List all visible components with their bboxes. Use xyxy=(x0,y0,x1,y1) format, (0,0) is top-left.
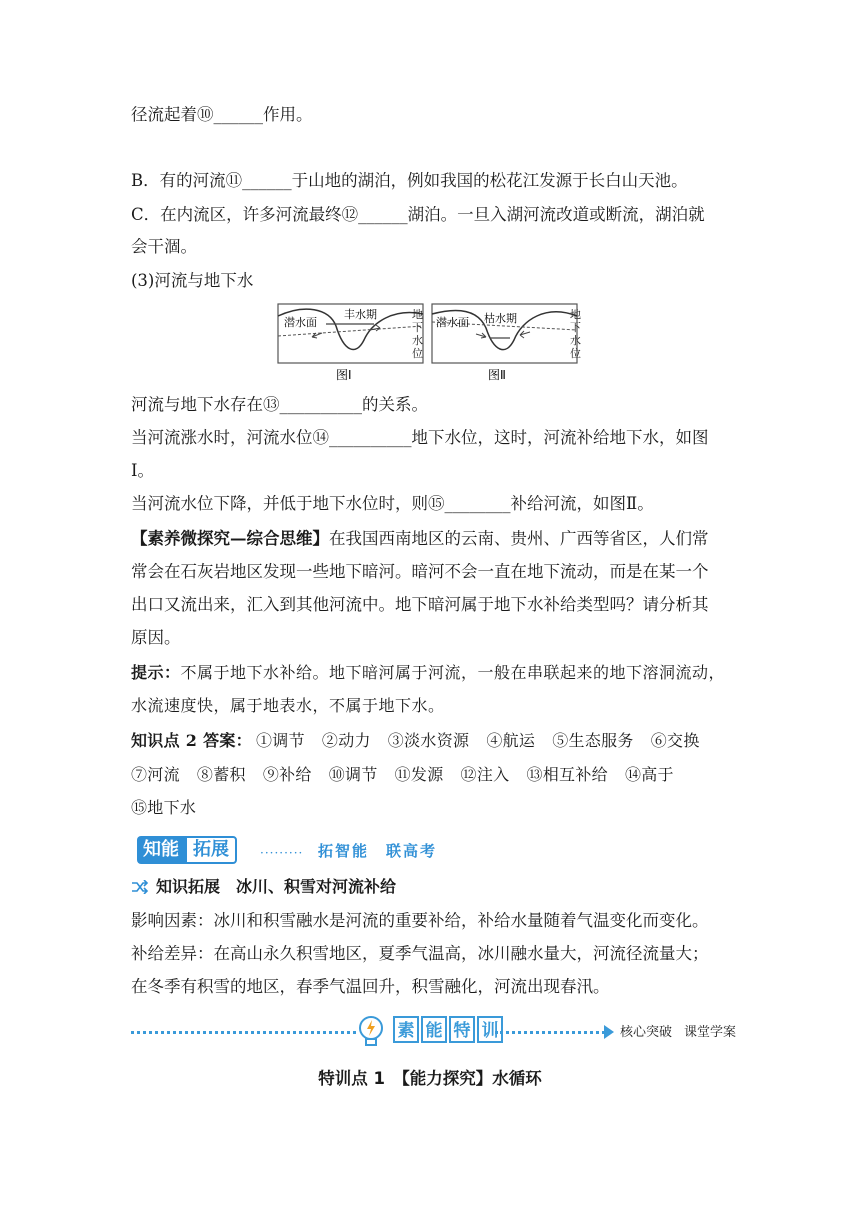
answer-item: ⑪发源 xyxy=(394,765,444,784)
fig1-label-left: 潜水面 xyxy=(284,316,317,329)
inquiry-heading: 【素养微探究—综合思维】 xyxy=(131,529,329,548)
answer-item: ⑫注入 xyxy=(460,765,510,784)
fig1-right-c3: 水 xyxy=(412,334,423,347)
inquiry-text: 在我国西南地区的云南、贵州、广西等省区，人们常 xyxy=(329,529,709,548)
fig2-caption: 图Ⅱ xyxy=(488,368,506,382)
fig2-label-left: 潜水面 xyxy=(436,316,469,329)
train-banner-char: 素 xyxy=(393,1016,419,1043)
answer-item: ⑦河流 xyxy=(131,765,180,784)
expand-banner-dots: ········· xyxy=(260,846,304,860)
train-banner-right xyxy=(620,1021,748,1040)
figure-1 xyxy=(278,304,423,363)
text-line: B．有的河流⑪______于山地的湖泊，例如我国的松花江发源于长白山天池。 xyxy=(131,171,688,190)
arrow-right-icon xyxy=(604,1025,614,1039)
text-line: 当河流水位下降，并低于地下水位时，则⑮________补给河流，如图Ⅱ。 xyxy=(131,494,654,513)
text-line: 河流与地下水存在⑬__________的关系。 xyxy=(131,395,428,414)
train-banner-line-left xyxy=(131,1031,356,1034)
figure-2 xyxy=(432,304,577,363)
answer-row-2 xyxy=(131,764,691,786)
answer-label: 知识点 2 答案： xyxy=(131,731,252,750)
text-line: 出口又流出来，汇入到其他河流中。地下暗河属于地下水补给类型吗？请分析其 xyxy=(131,595,709,614)
text-line: 会干涸。 xyxy=(131,237,197,256)
train-banner-title xyxy=(393,1016,503,1043)
text-line: 常会在石灰岩地区发现一些地下暗河。暗河不会一直在地下流动，而是在某一个 xyxy=(131,562,709,581)
fig1-right-c2: 下 xyxy=(412,321,423,334)
hint-text: 不属于地下水补给。地下暗河属于河流，一般在串联起来的地下溶洞流动， xyxy=(180,663,726,682)
fig2-right-c3: 水 xyxy=(570,334,581,347)
train-banner-right-1: 核心突破 xyxy=(620,1025,673,1040)
expand-banner-sub: 拓智能 联高考 xyxy=(318,842,438,860)
fig2-right-c1: 地 xyxy=(570,308,581,321)
train-banner-char: 特 xyxy=(449,1016,475,1043)
answer-item: ④航运 xyxy=(486,731,536,750)
fig2-right-c2: 下 xyxy=(570,321,581,334)
knowledge-p3: 在冬季有积雪的地区，春季气温回升，积雪融化，河流出现春汛。 xyxy=(131,977,610,996)
answer-item: ⑩调节 xyxy=(328,765,378,784)
answer-item: ⑬相互补给 xyxy=(526,765,608,784)
answer-item: ⑥交换 xyxy=(650,731,700,750)
text-line xyxy=(131,528,709,550)
answer-item: ⑨补给 xyxy=(262,765,312,784)
answer-item: ③淡水资源 xyxy=(387,731,470,750)
answer-item: ②动力 xyxy=(321,731,371,750)
shuffle-icon xyxy=(131,880,149,894)
knowledge-p2: 补给差异：在高山永久积雪地区，夏季气温高，冰川融水量大，河流径流量大； xyxy=(131,944,709,963)
river-groundwater-diagram xyxy=(274,300,586,386)
text-line: C．在内流区，许多河流最终⑫______湖泊。一旦入湖河流改道或断流，湖泊就 xyxy=(131,205,705,224)
answer-row-1 xyxy=(131,730,717,752)
text-line: (3)河流与地下水 xyxy=(131,271,254,290)
answer-item: ⑭高于 xyxy=(624,765,674,784)
fig1-label-top: 丰水期 xyxy=(344,308,377,321)
fig2-label-top: 枯水期 xyxy=(484,312,517,325)
fig1-caption: 图Ⅰ xyxy=(336,368,352,382)
hint-label: 提示： xyxy=(131,663,181,682)
text-line: Ⅰ。 xyxy=(131,461,155,480)
text-line: 当河流涨水时，河流水位⑭__________地下水位，这时，河流补给地下水，如图 xyxy=(131,428,709,447)
hint-line: 水流速度快，属于地表水，不属于地下水。 xyxy=(131,696,445,715)
train-banner-right-2: 课堂学案 xyxy=(684,1025,737,1040)
section-title: 特训点 1 【能力探究】水循环 xyxy=(318,1069,542,1088)
expand-banner-b: 拓展 xyxy=(185,836,237,864)
answer-item: ⑤生态服务 xyxy=(552,731,634,750)
answer-item: ①调节 xyxy=(255,731,305,750)
knowledge-p1: 影响因素：冰川和积雪融水是河流的重要补给，补给水量随着气温变化而变化。 xyxy=(131,911,709,930)
fig1-right-c4: 位 xyxy=(412,347,423,360)
train-banner-char: 训 xyxy=(477,1016,503,1043)
expand-banner xyxy=(137,836,237,864)
fig2-right-c4: 位 xyxy=(570,347,581,360)
text-line: 径流起着⑩______作用。 xyxy=(131,105,313,124)
answer-item: ⑮地下水 xyxy=(131,798,197,817)
lightbulb-icon xyxy=(356,1014,386,1050)
fig1-right-c1: 地 xyxy=(412,308,423,321)
train-banner-char: 能 xyxy=(421,1016,447,1043)
hint-line xyxy=(131,662,725,684)
expand-banner-a: 知能 xyxy=(137,836,185,864)
answer-row-3 xyxy=(131,797,213,819)
text-line: 原因。 xyxy=(131,628,181,647)
answer-item: ⑧蓄积 xyxy=(196,765,246,784)
knowledge-title: 知识拓展 冰川、积雪对河流补给 xyxy=(156,877,397,896)
train-banner-line-right xyxy=(495,1031,605,1034)
